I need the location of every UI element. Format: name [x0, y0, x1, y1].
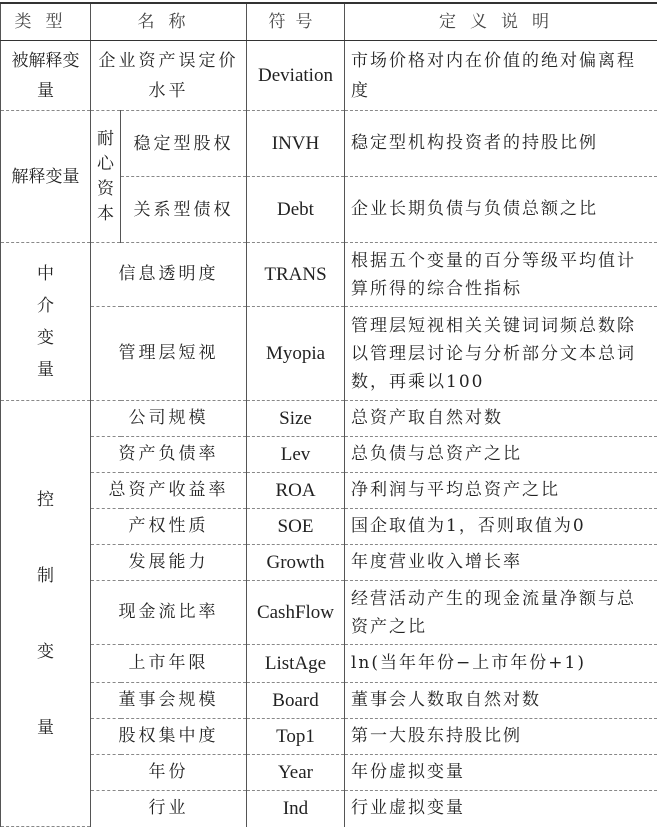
var-definition-myopia: 管理层短视相关关键词词频总数除以管理层讨论与分析部分文本总词数，再乘以100 — [345, 307, 657, 401]
header-name: 名称 — [91, 3, 247, 41]
var-definition-soe: 国企取值为1，否则取值为0 — [345, 509, 657, 545]
group-explanatory: 解释变量 — [1, 111, 91, 243]
table-row — [1, 111, 657, 177]
var-name-invh: 稳定型股权 — [121, 111, 247, 177]
var-symbol-myopia: Myopia — [247, 307, 345, 401]
var-symbol-soe: SOE — [247, 509, 345, 545]
table-row — [1, 645, 657, 683]
var-symbol-deviation: Deviation — [247, 41, 345, 111]
var-symbol-debt: Debt — [247, 177, 345, 243]
var-name-growth: 发展能力 — [91, 545, 247, 581]
var-symbol-year: Year — [247, 755, 345, 791]
var-symbol-trans: TRANS — [247, 243, 345, 307]
var-symbol-invh: INVH — [247, 111, 345, 177]
var-symbol-size: Size — [247, 401, 345, 437]
table-row — [1, 581, 657, 645]
var-definition-listage: ln(当年年份−上市年份+1) — [345, 645, 657, 683]
var-name-myopia: 管理层短视 — [91, 307, 247, 401]
var-definition-debt: 企业长期负债与负债总额之比 — [345, 177, 657, 243]
var-symbol-growth: Growth — [247, 545, 345, 581]
var-name-trans: 信息透明度 — [91, 243, 247, 307]
var-symbol-roa: ROA — [247, 473, 345, 509]
var-definition-invh: 稳定型机构投资者的持股比例 — [345, 111, 657, 177]
var-definition-ind: 行业虚拟变量 — [345, 791, 657, 827]
var-symbol-board: Board — [247, 683, 345, 719]
var-definition-cashflow: 经营活动产生的现金流量净额与总资产之比 — [345, 581, 657, 645]
var-definition-board: 董事会人数取自然对数 — [345, 683, 657, 719]
var-definition-lev: 总负债与总资产之比 — [345, 437, 657, 473]
var-symbol-listage: ListAge — [247, 645, 345, 683]
table-header-row — [1, 3, 657, 41]
table-row — [1, 437, 657, 473]
var-definition-growth: 年度营业收入增长率 — [345, 545, 657, 581]
table-row — [1, 473, 657, 509]
var-name-year: 年份 — [91, 755, 247, 791]
table-row — [1, 509, 657, 545]
header-type: 类型 — [1, 3, 91, 41]
table-row — [1, 243, 657, 307]
var-name-ind: 行业 — [91, 791, 247, 827]
table-row — [1, 683, 657, 719]
var-name-lev: 资产负债率 — [91, 437, 247, 473]
var-symbol-lev: Lev — [247, 437, 345, 473]
var-name-listage: 上市年限 — [91, 645, 247, 683]
var-symbol-ind: Ind — [247, 791, 345, 827]
group-mediator: 中介变量 — [1, 243, 91, 401]
group-control: 控制变量 — [1, 401, 91, 827]
var-definition-roa: 净利润与平均总资产之比 — [345, 473, 657, 509]
var-symbol-cashflow: CashFlow — [247, 581, 345, 645]
var-definition-year: 年份虚拟变量 — [345, 755, 657, 791]
group-patient-capital: 耐心资本 — [91, 111, 121, 243]
var-name-deviation: 企业资产误定价水平 — [91, 41, 247, 111]
var-symbol-top1: Top1 — [247, 719, 345, 755]
var-definition-top1: 第一大股东持股比例 — [345, 719, 657, 755]
var-name-soe: 产权性质 — [91, 509, 247, 545]
table-row — [1, 719, 657, 755]
table-row — [1, 791, 657, 827]
header-symbol: 符号 — [247, 3, 345, 41]
var-name-size: 公司规模 — [91, 401, 247, 437]
var-name-roa: 总资产收益率 — [91, 473, 247, 509]
table-row — [1, 545, 657, 581]
table-row — [1, 401, 657, 437]
table-row — [1, 755, 657, 791]
var-name-top1: 股权集中度 — [91, 719, 247, 755]
var-definition-trans: 根据五个变量的百分等级平均值计算所得的综合性指标 — [345, 243, 657, 307]
table-row — [1, 307, 657, 401]
var-name-board: 董事会规模 — [91, 683, 247, 719]
var-name-debt: 关系型债权 — [121, 177, 247, 243]
var-definition-deviation: 市场价格对内在价值的绝对偏离程度 — [345, 41, 657, 111]
var-definition-size: 总资产取自然对数 — [345, 401, 657, 437]
group-explained: 被解释变量 — [1, 41, 91, 111]
var-name-cashflow: 现金流比率 — [91, 581, 247, 645]
variable-definition-table — [0, 2, 657, 827]
header-definition: 定义说明 — [345, 3, 657, 41]
table-row — [1, 41, 657, 111]
